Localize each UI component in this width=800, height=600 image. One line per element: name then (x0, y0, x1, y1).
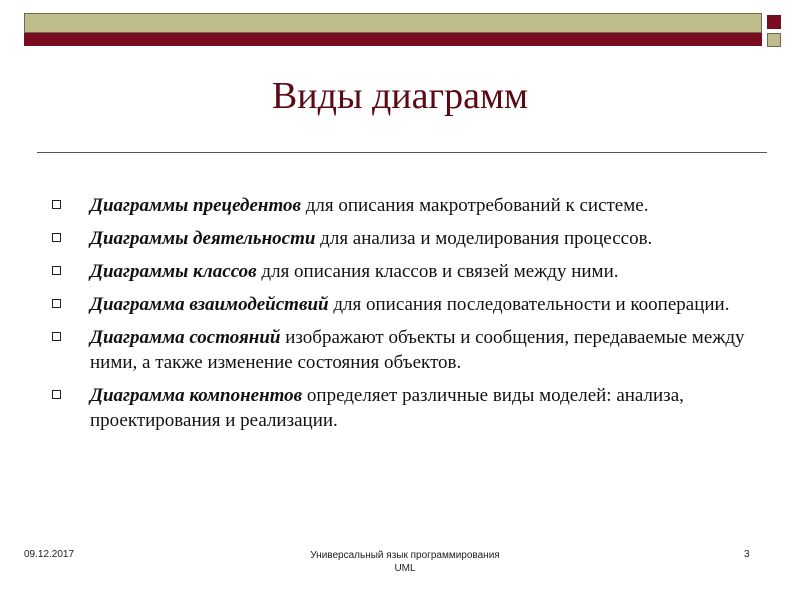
header-square-olive (767, 33, 781, 47)
bullet-list (52, 193, 752, 441)
bullet-item (52, 325, 752, 375)
footer-title-line2: UML (394, 563, 416, 574)
hollow-square-bullet-icon (52, 299, 61, 308)
bullet-item (52, 226, 752, 251)
slide-title: Виды диаграмм (271, 75, 529, 117)
footer-title-line1: Универсальный язык программирования (310, 550, 500, 561)
header-band-olive (24, 13, 762, 33)
title-divider (37, 152, 767, 153)
bullet-item (52, 193, 752, 218)
hollow-square-bullet-icon (52, 200, 61, 209)
bullet-term: Диаграмма взаимодействий (90, 294, 329, 315)
bullet-item (52, 292, 752, 317)
bullet-term: Диаграммы деятельности (90, 228, 316, 249)
bullet-text: для описания макротребований к системе. (300, 195, 649, 216)
hollow-square-bullet-icon (52, 332, 61, 341)
footer-date: 09.12.2017 (24, 549, 75, 560)
bullet-term: Диаграмма компонентов (90, 385, 303, 406)
footer-title (250, 549, 560, 575)
bullet-text: для анализа и моделирования процессов. (315, 228, 653, 249)
hollow-square-bullet-icon (52, 266, 61, 275)
bullet-term: Диаграмма состояний (90, 327, 281, 348)
header-square-dark-red (767, 15, 781, 29)
bullet-text: для описания последовательности и кооперации. (328, 294, 730, 315)
bullet-text: для описания классов и связей между ними. (256, 261, 619, 282)
header-band-dark-red (24, 33, 762, 46)
bullet-text: изображают объекты и сообщения, передаваемые между ними, а также изменение состояния объектов. (90, 327, 745, 373)
footer-page-number: 3 (744, 549, 750, 560)
bullet-item (52, 383, 752, 433)
bullet-term: Диаграммы прецедентов (90, 195, 301, 216)
bullet-item (52, 259, 752, 284)
bullet-term: Диаграммы классов (90, 261, 257, 282)
hollow-square-bullet-icon (52, 390, 61, 399)
bullet-text: определяет различные виды моделей: анализа, проектирования и реализации. (90, 385, 684, 431)
hollow-square-bullet-icon (52, 233, 61, 242)
